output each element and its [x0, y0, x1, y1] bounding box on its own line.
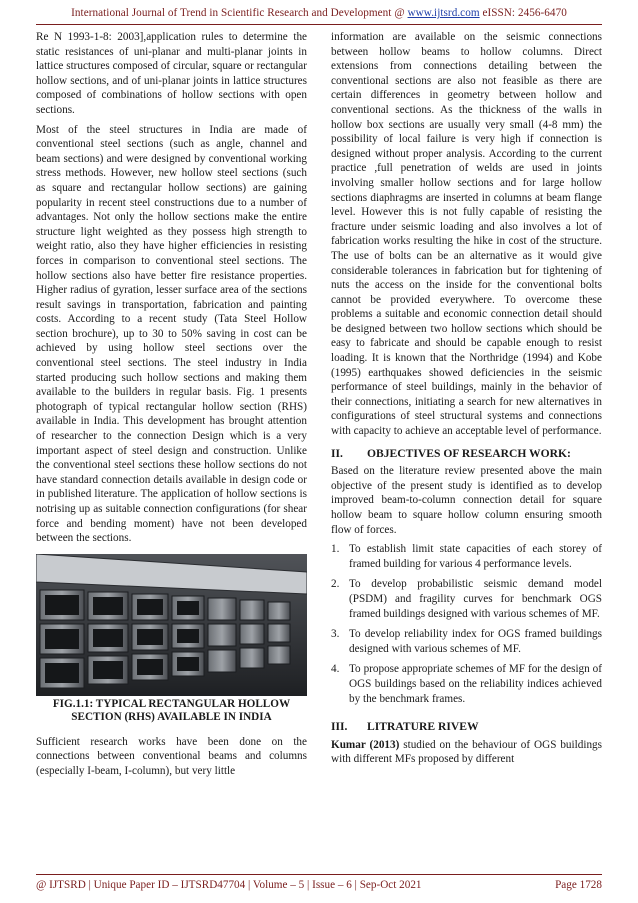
list-number: 2. — [331, 578, 340, 591]
footer-divider — [36, 874, 602, 875]
list-number: 4. — [331, 663, 340, 676]
journal-issn: eISSN: 2456-6470 — [482, 7, 567, 19]
list-text: To propose appropriate schemes of MF for the design of OGS buildings based on the reliability indices achieved by the benchmark frames. — [349, 663, 602, 705]
section-number: II. — [331, 446, 343, 460]
journal-name: International Journal of Trend in Scientific Research and Development @ — [71, 7, 405, 19]
paragraph: Most of the steel structures in India are made of conventional steel sections (such as angle, channel and beam sections) and were designed by conventional working stress methods. However, new hollow steel sections (such as square and rectangular hollow sections) are gaining popularity in recent steel constructions due to a number of advantages. Not only the hollow sections make the entire structure light weighted as they possess high strength to weight ratio, also they have higher efficiencies in resisting forces in comparison to conventional steel sections. The hollow sections also have better fire resistance properties. Higher radius of gyration, lesser surface area of the sections result savings in transportation, fabrication and painting costs. According to a recent study (Tata Steel Hollow section brochure), up to 30 to 50% saving in cost can be achieved by using hollow steel sections over the conventional steel sections. The steel industry in India started producing such hollow sections and making them available to the builders in regular basis. Fig. 1 presents photograph of typical rectangular hollow section (RHS) available in India. This development has brought attention of researcher to the connection Design which is a very important aspect of steel design and construction. Unlike the conventional steel sections these hollow sections do not have standard connection details available in design code or in published literature. The application of hollow sections is notrising up as suitable connection configurations (for shear force and bending moment) have not been developed between the sections. — [36, 123, 307, 545]
paragraph: Based on the literature review presented above the main objective of the present study is identified as to develop improved beam-to-column connection detail for square hollow beam to square hollow column ensuring smooth flow of forces. — [331, 465, 602, 536]
rhs-photo — [36, 554, 307, 696]
page-number: Page 1728 — [555, 879, 602, 891]
figure-caption: FIG.1.1: TYPICAL RECTANGULAR HOLLOW SECTION (RHS) AVAILABLE IN INDIA — [52, 697, 291, 724]
right-column — [331, 30, 602, 772]
list-item — [331, 577, 602, 621]
list-item — [331, 662, 602, 706]
section-heading-literature — [331, 720, 602, 735]
section-title: LITRATURE RIVEW — [367, 720, 479, 734]
section-heading-objectives — [331, 447, 602, 462]
paragraph-text: studied on the behaviour of OGS buildings with different MFs proposed by different — [331, 738, 602, 766]
list-item — [331, 542, 602, 571]
list-number: 3. — [331, 628, 340, 641]
list-text: To develop probabilistic seismic demand model (PSDM) and fragility curves for benchmark OGS framed buildings designed with various schemes of MF. — [349, 578, 602, 620]
paragraph: information are available on the seismic connections between hollow beams to hollow columns. Direct extensions from connections detailing between the conventional sections are also not feasible as there are certain differences in geometry between hollow and conventional sections. As the thickness of the walls in hollow box sections are usually very small (4-8 mm) the possibility of local failure is very high if connection is designed without proper analysis. According to the current practice ,full penetration of welds are used in joints involving smaller hollow sections and for large hollow sections diaphragms are inserted in columns at beam flange level. However this is not fully capable of resisting the fracture under seismic loading and also involves a lot of fabrication works resulting the hike in cost of the structure. The use of bolts can be an alternative as it would give considerable tolerances in fabrication but for tightening of nuts the access on the inside for the conventional bolts cannot be provided everywhere. To overcome these problems a suitable and economic connection detail should be designed between two hollow sections which should be easy to fabricate and should be capable enough to resist loading. It is known that the Northridge (1994) and Kobe (1995) earthquakes showed deficiencies in the seismic performance of steel buildings, mainly in the behavior of their connections, initiating a search for new alternatives in configurations of steel structural systems and connections with capacity to achieve an acceptable level of performance. — [331, 31, 602, 438]
section-title: OBJECTIVES OF RESEARCH WORK: — [367, 446, 571, 460]
list-item — [331, 627, 602, 656]
paragraph: Re N 1993-1-8: 2003],application rules to determine the static resistances of uni-planar and multi-planar joints in lattice structures composed of circular, square or rectangular hollow sections, and of uni-planar joints in lattice structures composed of combinations of hollow sections with open sections. — [36, 31, 307, 116]
left-column — [36, 30, 307, 784]
footer-paper-info: @ IJTSRD | Unique Paper ID – IJTSRD47704 | Volume – 5 | Issue – 6 | Sep-Oct 2021 — [36, 879, 422, 891]
journal-website-link[interactable]: www.ijtsrd.com — [407, 7, 480, 19]
list-text: To establish limit state capacities of each storey of framed building for various 4 performance levels. — [349, 543, 602, 570]
header-divider — [36, 24, 602, 25]
paragraph — [331, 738, 602, 767]
section-number: III. — [331, 720, 348, 734]
cited-author: Kumar (2013) — [331, 738, 400, 751]
list-number: 1. — [331, 543, 340, 556]
journal-header — [0, 7, 638, 19]
list-text: To develop reliability index for OGS framed buildings designed with various schemes of MF. — [349, 628, 602, 655]
paragraph: Sufficient research works have been done on the connections between conventional beams and columns (especially I-beam, I-column), but very little — [36, 735, 307, 777]
objectives-list — [331, 542, 602, 706]
